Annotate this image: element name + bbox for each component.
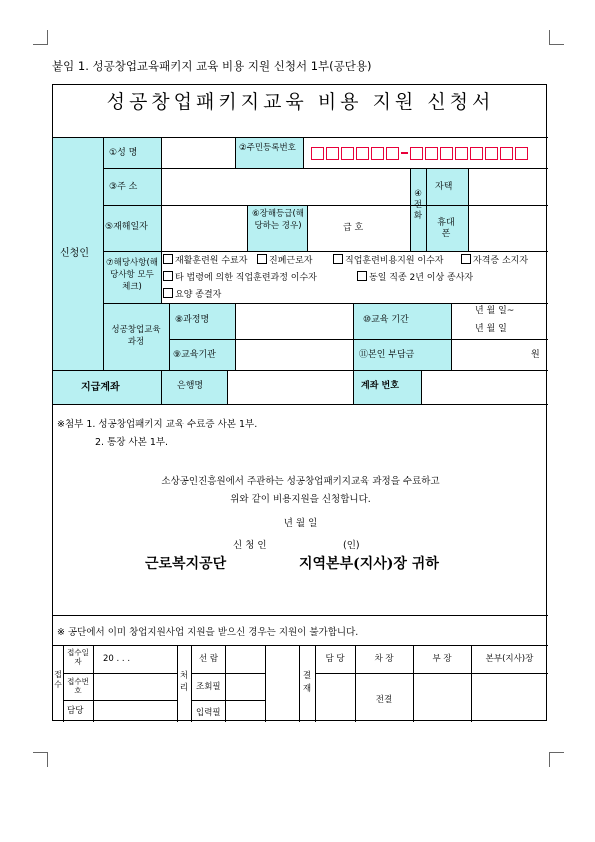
attachment-header: 붙임 1. 성공창업교육패키지 교육 비용 지원 신청서 1부(공단용) xyxy=(52,59,372,73)
review-label: 조회필 xyxy=(196,682,221,692)
account-number-field[interactable] xyxy=(423,373,546,402)
attachment-2: 2. 통장 사본 1부. xyxy=(95,437,169,448)
self-pay-unit: 원 xyxy=(531,350,540,360)
approval-label: 결재 xyxy=(302,671,312,694)
self-pay-label: ⑪본인 부담금 xyxy=(359,350,415,360)
account-number-label: 계좌 번호 xyxy=(361,381,399,391)
address-field[interactable] xyxy=(163,171,408,203)
address-label: ③주 소 xyxy=(109,182,138,192)
receipt-no-label: 접수번호 xyxy=(67,677,89,695)
disability-label: ⑥장해등급(해당하는 경우) xyxy=(252,209,304,231)
seal-label: (인) xyxy=(343,540,360,551)
disaster-date-label: ⑤재해일자 xyxy=(105,222,148,232)
checkbox-icon xyxy=(461,254,471,264)
crop-mark-top-right xyxy=(549,30,564,45)
phone-label: ④전화 xyxy=(413,189,423,221)
checkbox-item-4[interactable]: 자격증 소지자 xyxy=(461,254,528,267)
col-dept-head: 부 장 xyxy=(432,654,452,664)
institution-label: ⑨교육기관 xyxy=(173,350,216,360)
disability-value: 급 호 xyxy=(343,223,364,233)
checkbox-item-5[interactable]: 타 법령에 의한 직업훈련과정 이수자 xyxy=(163,271,317,284)
recipient-office: 지역본부(지사)장 귀하 xyxy=(299,556,439,572)
institution-field[interactable] xyxy=(237,342,351,368)
office-staff-label: 담당 xyxy=(67,706,84,716)
edu-period-end: 년 월 일 xyxy=(475,324,507,334)
checkbox-item-2[interactable]: 진폐근로자 xyxy=(257,254,312,267)
checkbox-icon xyxy=(163,254,173,264)
account-label: 지급계좌 xyxy=(81,382,120,393)
process-label: 처리 xyxy=(179,671,189,693)
course-name-field[interactable] xyxy=(237,306,351,337)
checkbox-item-7[interactable]: 요양 종결자 xyxy=(163,288,221,301)
receipt-date-value: 20 . . . xyxy=(103,654,131,664)
col-manager: 차 장 xyxy=(374,654,394,664)
bank-field[interactable] xyxy=(229,373,351,402)
home-phone-field[interactable] xyxy=(470,171,546,203)
mobile-phone-field[interactable] xyxy=(470,208,546,249)
home-label: 자택 xyxy=(435,182,453,192)
checkbox-icon xyxy=(333,254,343,264)
crop-mark-bottom-right xyxy=(549,752,564,767)
col-staff: 담 당 xyxy=(325,654,345,664)
checkbox-icon xyxy=(357,271,367,281)
disaster-date-field[interactable] xyxy=(163,208,245,249)
edu-period-label: ⑩교육 기간 xyxy=(363,315,409,325)
statement-line-2: 위와 같이 비용지원을 신청합니다. xyxy=(230,494,371,505)
form-title: 성공창업패키지교육 비용 지원 신청서 xyxy=(106,91,495,113)
col-branch-head: 본부(지사)장 xyxy=(485,654,534,664)
input-label: 입력필 xyxy=(196,708,221,718)
edu-period-start: 년 월 일~ xyxy=(475,306,515,316)
attachment-1: ※첨부 1. 성공창업패키지 교육 수료증 사본 1부. xyxy=(57,419,258,430)
mobile-label: 휴대폰 xyxy=(437,218,455,239)
checkbox-item-1[interactable]: 재활훈련원 수료자 xyxy=(163,254,247,267)
rrn-input[interactable] xyxy=(311,144,530,162)
crop-mark-top-left xyxy=(33,30,48,45)
seonram-label: 선 람 xyxy=(199,654,219,664)
notice-text: ※ 공단에서 이미 창업지원사업 지원을 받으신 경우는 지원이 불가합니다. xyxy=(57,627,359,638)
applicant-label: 신청인 xyxy=(60,248,89,259)
reception-label: 접수 xyxy=(54,670,62,689)
checkbox-icon xyxy=(163,288,173,298)
checkbox-icon xyxy=(257,254,267,264)
decision-label: 전결 xyxy=(375,695,393,705)
checkbox-item-6[interactable]: 동일 직종 2년 이상 종사자 xyxy=(357,271,473,284)
statement-line-1: 소상공인진흥원에서 주관하는 성공창업패키지교육 과정을 수료하고 xyxy=(161,476,440,487)
course-section-label: 성공창업교육 과정 xyxy=(111,325,161,347)
course-name-label: ⑧과정명 xyxy=(175,315,210,325)
name-field[interactable] xyxy=(163,140,233,166)
checkbox-item-3[interactable]: 직업훈련비용지원 이수자 xyxy=(333,254,444,267)
category-label: ⑦해당사항(해당사항 모두 체크) xyxy=(106,258,158,292)
recipient-org: 근로복지공단 xyxy=(145,556,227,572)
checkbox-icon xyxy=(163,271,173,281)
bank-label: 은행명 xyxy=(177,381,204,391)
name-label: ①성 명 xyxy=(109,148,138,158)
rrn-label: ②주민등록번호 xyxy=(239,143,296,153)
date-line: 년 월 일 xyxy=(283,518,318,529)
receipt-date-label: 접수일자 xyxy=(67,648,89,666)
application-form xyxy=(52,84,547,721)
signer-label: 신 청 인 xyxy=(233,540,267,551)
crop-mark-bottom-left xyxy=(33,752,48,767)
